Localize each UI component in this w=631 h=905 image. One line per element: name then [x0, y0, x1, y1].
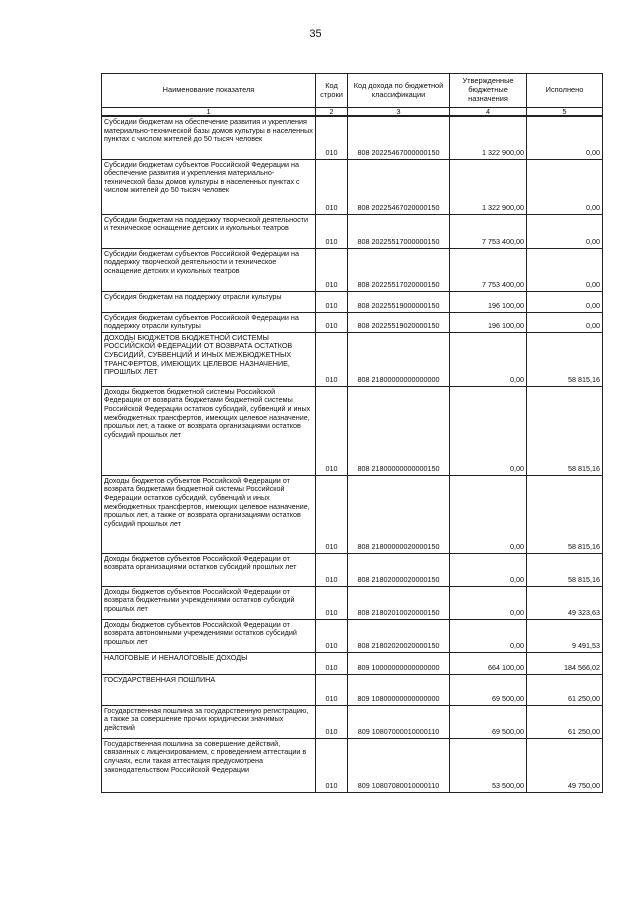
row-name: Субсидии бюджетам на поддержку творческой деятельности и техническое оснащение детских и кукольных театров — [102, 214, 316, 248]
row-code: 010 — [316, 214, 348, 248]
row-done: 49 750,00 — [527, 738, 603, 792]
row-name: НАЛОГОВЫЕ И НЕНАЛОГОВЫЕ ДОХОДЫ — [102, 652, 316, 674]
row-done: 58 815,16 — [527, 332, 603, 386]
column-number: 4 — [450, 108, 527, 117]
row-name: ГОСУДАРСТВЕННАЯ ПОШЛИНА — [102, 674, 316, 705]
row-name: Субсидия бюджетам на поддержку отрасли культуры — [102, 291, 316, 312]
row-kbk: 808 21802020020000150 — [348, 619, 450, 652]
row-name: Государственная пошлина за совершение действий, связанных с лицензированием, с проведением аттестации в случаях, если такая аттестация предусмотрена законодательством Российской Федерации — [102, 738, 316, 792]
row-plan: 69 500,00 — [450, 705, 527, 738]
table-row — [102, 386, 603, 475]
row-kbk: 808 20225519020000150 — [348, 312, 450, 332]
row-plan: 7 753 400,00 — [450, 248, 527, 291]
table-row — [102, 705, 603, 738]
row-code: 010 — [316, 475, 348, 553]
row-name: Доходы бюджетов субъектов Российской Федерации от возврата организациями остатков субсидий прошлых лет — [102, 553, 316, 586]
row-plan: 53 500,00 — [450, 738, 527, 792]
row-kbk: 809 10807080010000110 — [348, 738, 450, 792]
row-done: 58 815,16 — [527, 386, 603, 475]
row-name: Доходы бюджетов субъектов Российской Федерации от возврата автономными учреждениями остатков субсидий прошлых лет — [102, 619, 316, 652]
row-kbk: 808 20225467020000150 — [348, 159, 450, 214]
row-plan: 1 322 900,00 — [450, 159, 527, 214]
row-name: Субсидия бюджетам субъектов Российской Федерации на поддержку отрасли культуры — [102, 312, 316, 332]
row-kbk: 808 21802000020000150 — [348, 553, 450, 586]
header-plan: Утвержденные бюджетные назначения — [450, 74, 527, 108]
row-name: Субсидии бюджетам субъектов Российской Федерации на поддержку творческой деятельности и техническое оснащение детских и кукольных театров — [102, 248, 316, 291]
row-done: 0,00 — [527, 312, 603, 332]
table-row — [102, 553, 603, 586]
row-plan: 69 500,00 — [450, 674, 527, 705]
table-row — [102, 159, 603, 214]
column-number: 1 — [102, 108, 316, 117]
row-code: 010 — [316, 674, 348, 705]
row-plan: 664 100,00 — [450, 652, 527, 674]
row-name: Доходы бюджетов бюджетной системы Российской Федерации от возврата бюджетами бюджетной системы Российской Федерации остатков субсидий, субвенций и иных межбюджетных трансфертов, имеющих целевое назначение, прошлых лет, а также от возврата организациями остатков субсидий прошлых лет — [102, 386, 316, 475]
row-name: Государственная пошлина за государственную регистрацию, а также за совершение прочих юридически значимых действий — [102, 705, 316, 738]
table-row — [102, 116, 603, 159]
row-code: 010 — [316, 619, 348, 652]
row-code: 010 — [316, 652, 348, 674]
row-code: 010 — [316, 553, 348, 586]
row-kbk: 808 20225467000000150 — [348, 116, 450, 159]
table-row — [102, 291, 603, 312]
row-done: 0,00 — [527, 214, 603, 248]
header-kbk: Код дохода по бюджетной классификации — [348, 74, 450, 108]
row-plan: 0,00 — [450, 332, 527, 386]
row-code: 010 — [316, 291, 348, 312]
row-code: 010 — [316, 312, 348, 332]
row-done: 184 566,02 — [527, 652, 603, 674]
row-plan: 7 753 400,00 — [450, 214, 527, 248]
column-number: 3 — [348, 108, 450, 117]
row-code: 010 — [316, 332, 348, 386]
row-kbk: 808 20225517020000150 — [348, 248, 450, 291]
header-name: Наименование показателя — [102, 74, 316, 108]
row-done: 9 491,53 — [527, 619, 603, 652]
row-plan: 0,00 — [450, 586, 527, 619]
row-kbk: 808 21802010020000150 — [348, 586, 450, 619]
row-done: 0,00 — [527, 159, 603, 214]
table-row — [102, 214, 603, 248]
row-name: Субсидии бюджетам субъектов Российской Федерации на обеспечение развития и укрепления материально-технической базы домов культуры в населенных пунктах с числом жителей до 50 тысяч человек — [102, 159, 316, 214]
header-code: Код строки — [316, 74, 348, 108]
row-kbk: 808 20225519000000150 — [348, 291, 450, 312]
budget-report-table — [101, 73, 603, 793]
table-row — [102, 619, 603, 652]
header-row — [102, 74, 603, 108]
row-kbk: 808 21800000020000150 — [348, 475, 450, 553]
row-code: 010 — [316, 116, 348, 159]
row-plan: 0,00 — [450, 386, 527, 475]
table-row — [102, 586, 603, 619]
row-code: 010 — [316, 159, 348, 214]
table-row — [102, 674, 603, 705]
header-done: Исполнено — [527, 74, 603, 108]
column-number: 5 — [527, 108, 603, 117]
row-done: 58 815,16 — [527, 475, 603, 553]
table-row — [102, 248, 603, 291]
row-plan: 1 322 900,00 — [450, 116, 527, 159]
row-code: 010 — [316, 386, 348, 475]
row-kbk: 808 21800000000000000 — [348, 332, 450, 386]
row-done: 49 323,63 — [527, 586, 603, 619]
row-done: 0,00 — [527, 248, 603, 291]
row-done: 0,00 — [527, 116, 603, 159]
row-name: Субсидии бюджетам на обеспечение развития и укрепления материально-технической базы домов культуры в населенных пунктах с числом жителей до 50 тысяч человек — [102, 116, 316, 159]
table-row — [102, 475, 603, 553]
row-done: 61 250,00 — [527, 674, 603, 705]
row-name: Доходы бюджетов субъектов Российской Федерации от возврата бюджетами бюджетной системы Российской Федерации остатков субсидий, субвенций и иных межбюджетных трансфертов, имеющих целевое назначение, прошлых лет, а также от возврата организациями остатков субсидий прошлых лет — [102, 475, 316, 553]
row-done: 61 250,00 — [527, 705, 603, 738]
row-plan: 196 100,00 — [450, 291, 527, 312]
row-done: 58 815,16 — [527, 553, 603, 586]
row-code: 010 — [316, 586, 348, 619]
row-name: ДОХОДЫ БЮДЖЕТОВ БЮДЖЕТНОЙ СИСТЕМЫ РОССИЙСКОЙ ФЕДЕРАЦИИ ОТ ВОЗВРАТА ОСТАТКОВ СУБСИДИЙ, СУБВЕНЦИЙ И ИНЫХ МЕЖБЮДЖЕТНЫХ ТРАНСФЕРТОВ, ИМЕЮЩИХ ЦЕЛЕВОЕ НАЗНАЧЕНИЕ, ПРОШЛЫХ ЛЕТ — [102, 332, 316, 386]
row-kbk: 809 10800000000000000 — [348, 674, 450, 705]
row-plan: 196 100,00 — [450, 312, 527, 332]
row-plan: 0,00 — [450, 619, 527, 652]
table-row — [102, 652, 603, 674]
row-plan: 0,00 — [450, 553, 527, 586]
page-number: 35 — [309, 28, 322, 40]
row-done: 0,00 — [527, 291, 603, 312]
row-kbk: 809 10000000000000000 — [348, 652, 450, 674]
row-code: 010 — [316, 248, 348, 291]
row-kbk: 808 21800000000000150 — [348, 386, 450, 475]
row-name: Доходы бюджетов субъектов Российской Федерации от возврата бюджетными учреждениями остатков субсидий прошлых лет — [102, 586, 316, 619]
table-row — [102, 312, 603, 332]
row-code: 010 — [316, 705, 348, 738]
column-number-row — [102, 108, 603, 117]
table-row — [102, 332, 603, 386]
row-plan: 0,00 — [450, 475, 527, 553]
row-kbk: 809 10807000010000110 — [348, 705, 450, 738]
row-code: 010 — [316, 738, 348, 792]
column-number: 2 — [316, 108, 348, 117]
row-kbk: 808 20225517000000150 — [348, 214, 450, 248]
table-row — [102, 738, 603, 792]
